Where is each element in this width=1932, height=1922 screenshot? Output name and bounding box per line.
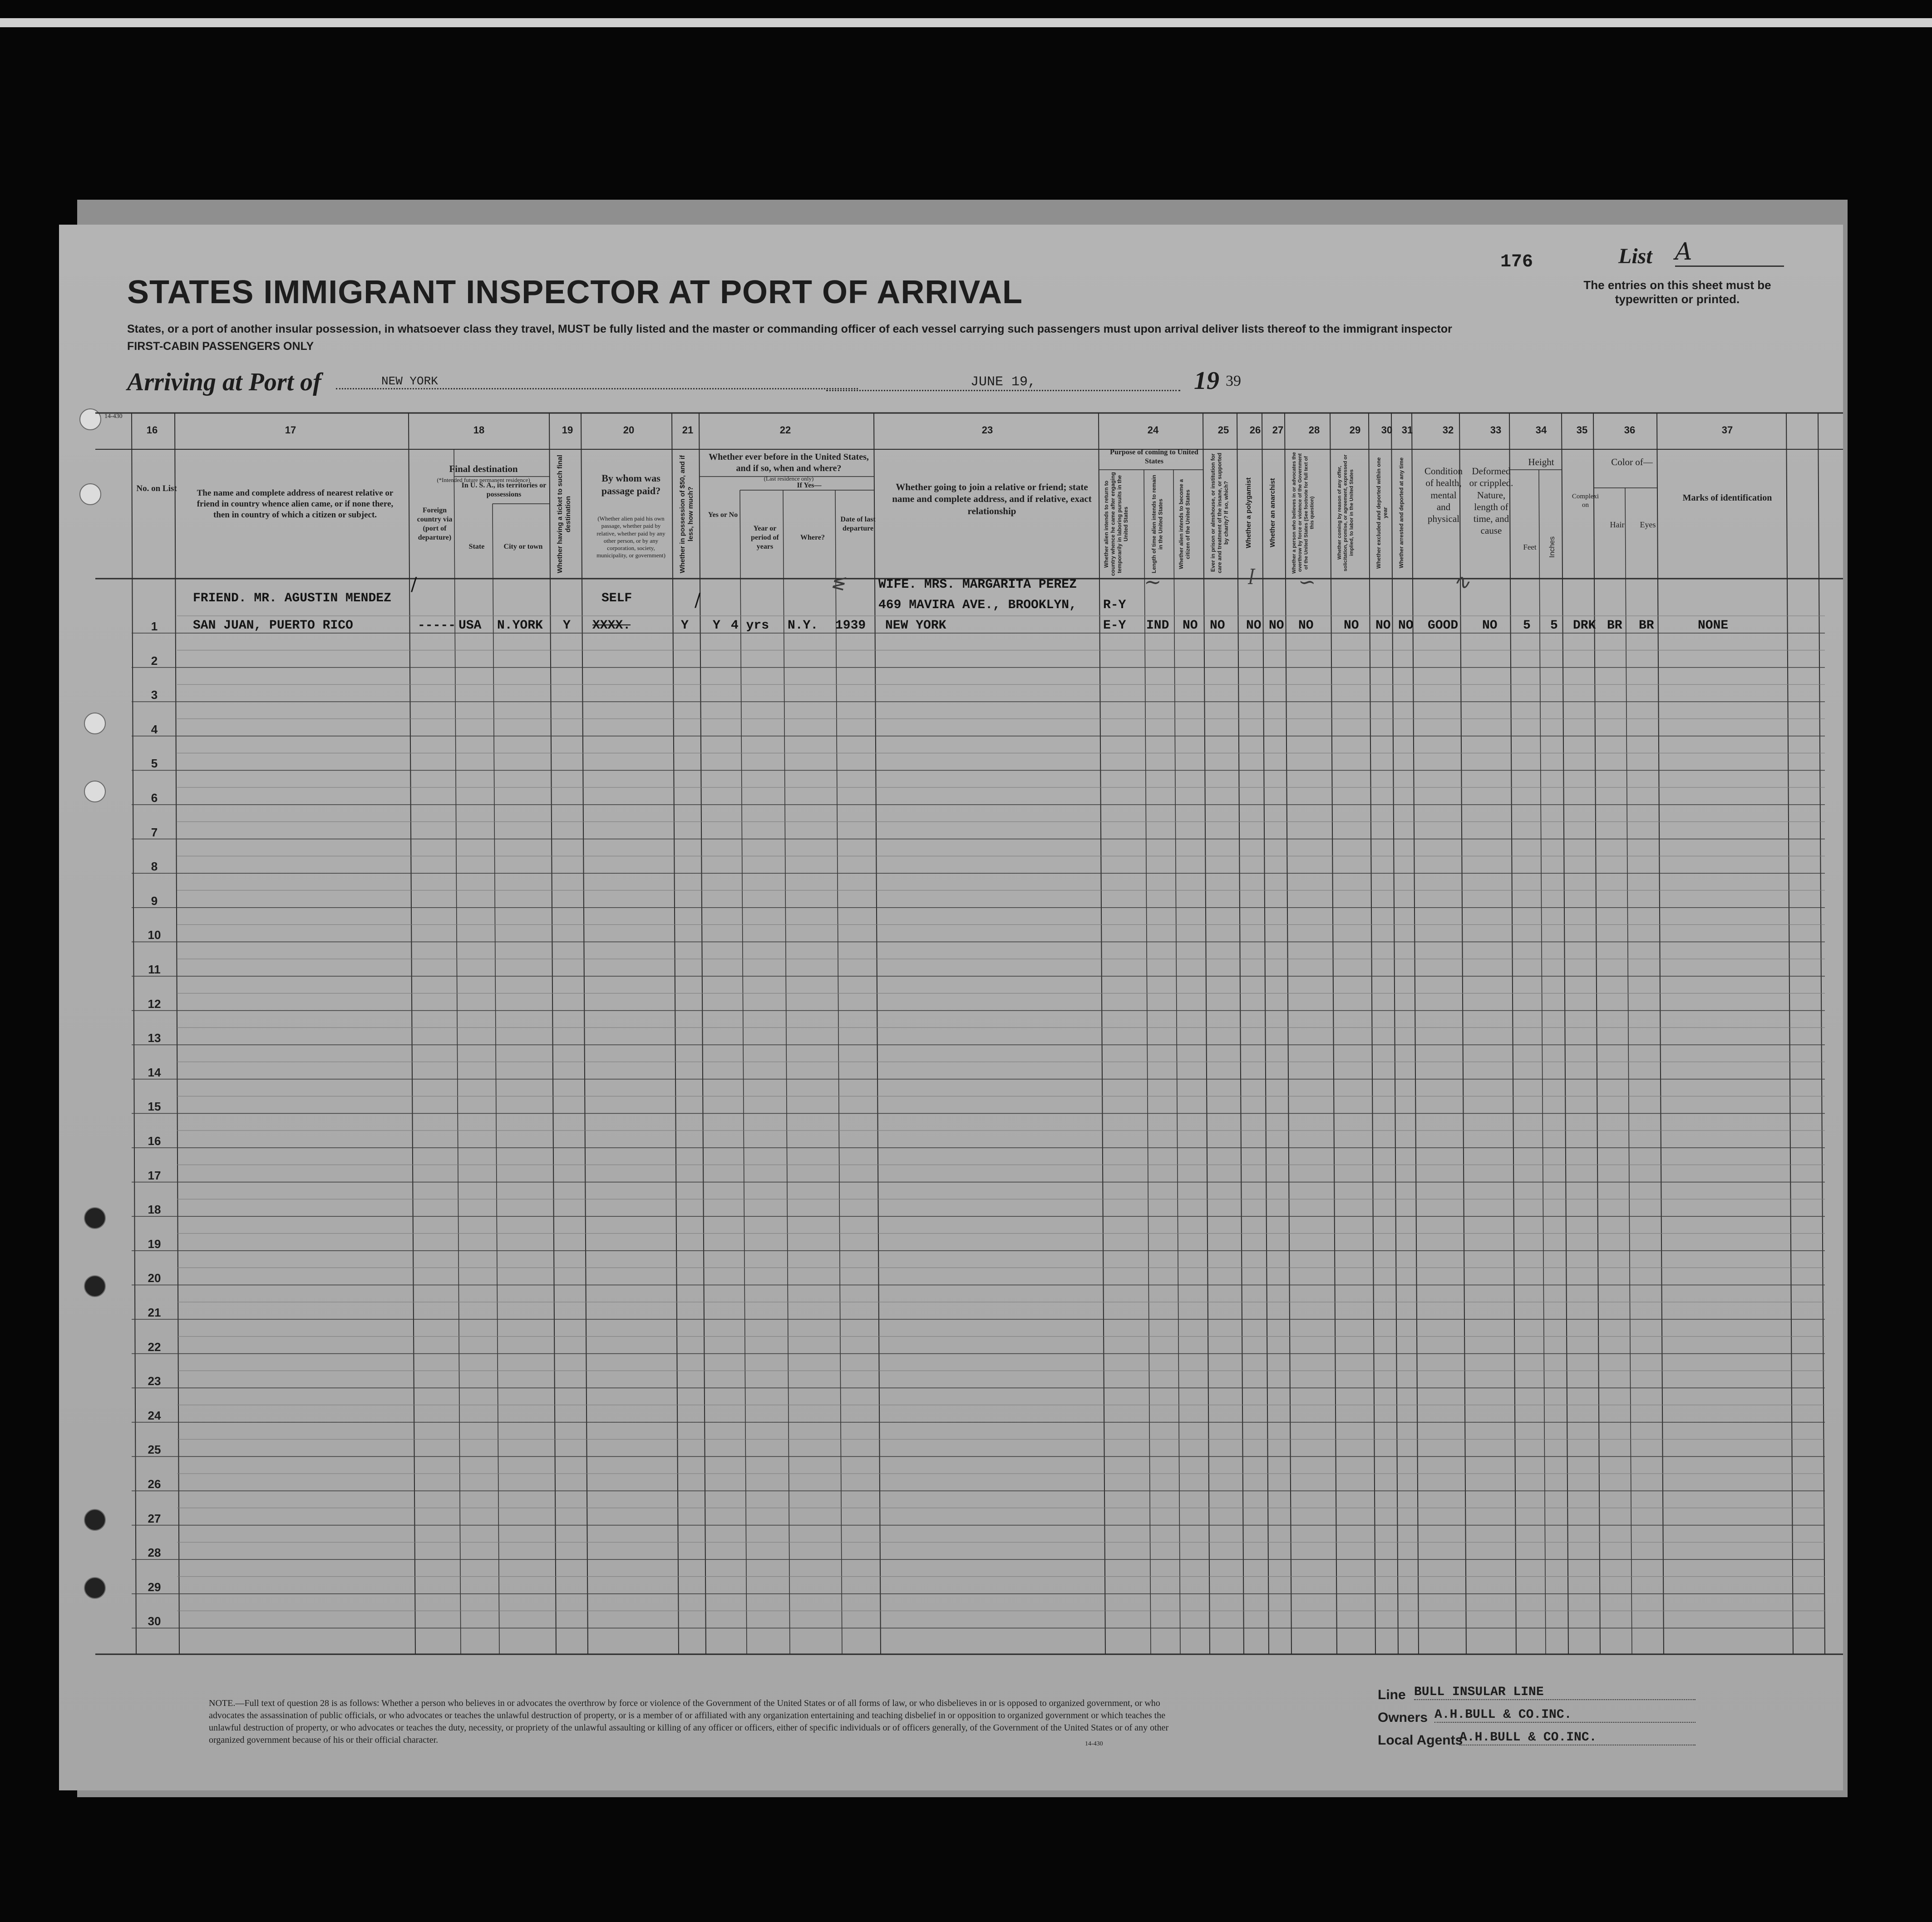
header-34: Height — [1528, 457, 1554, 467]
height-inches: 5 — [1550, 619, 1558, 633]
row-number: 29 — [148, 1580, 161, 1594]
anarchist-value: NO — [1269, 619, 1284, 633]
column-number: 23 — [981, 424, 993, 436]
column-number: 33 — [1490, 424, 1502, 436]
column-number: 31 — [1401, 424, 1413, 436]
row-number: 13 — [148, 1031, 161, 1045]
column-number: 26 — [1249, 424, 1261, 436]
column-number: 35 — [1576, 424, 1588, 436]
row-number: 21 — [148, 1306, 161, 1319]
row-number: 19 — [148, 1237, 161, 1251]
health-value: GOOD — [1428, 619, 1459, 633]
header-33: Deformed or crippled. Nature, length of time, and cause — [1469, 466, 1513, 536]
tick-mark: / — [411, 574, 417, 595]
prison-value: NO — [1210, 619, 1225, 633]
purpose-r: R-Y — [1103, 598, 1126, 612]
column-number: 16 — [146, 424, 158, 436]
header-18-state: State — [468, 543, 485, 551]
row-number: 12 — [148, 997, 161, 1011]
row-number: 5 — [151, 757, 158, 771]
identification-marks: NONE — [1698, 619, 1729, 633]
header-24-b: Length of time alien intends to remain in the United States — [1151, 475, 1164, 574]
row-number: 27 — [148, 1511, 161, 1525]
joining-city: NEW YORK — [885, 619, 946, 633]
last-departure: 1939 — [835, 619, 866, 633]
year-suffix: 39 — [1226, 373, 1241, 389]
arrested-value: NO — [1398, 619, 1414, 633]
row-number: 7 — [151, 825, 158, 839]
handwritten-annotation: ᓬ — [831, 574, 844, 595]
row-number: 26 — [148, 1477, 161, 1491]
row-number: 4 — [151, 722, 158, 736]
before-in-us: Y — [713, 619, 720, 633]
scan-top-edge — [0, 18, 1932, 27]
date-value: JUNE 19, — [826, 374, 1180, 391]
column-number: 22 — [779, 424, 791, 436]
row-number: 17 — [148, 1168, 161, 1182]
list-label: List — [1618, 244, 1652, 268]
destination-city: N.YORK — [497, 619, 543, 633]
joining-relative: WIFE. MRS. MARGARITA PEREZ — [878, 578, 1077, 592]
row-number: 11 — [148, 963, 161, 976]
row-number: 28 — [148, 1546, 161, 1560]
row-number: 23 — [148, 1374, 161, 1388]
footnote: NOTE.—Full text of question 28 is as follows: Whether a person who believes in or advocates the overthrow by force or violence of the Government of the United States or of all forms of law, or who disbelieves in or is opposed to organized government, or who advocates the assassination of public officials, or who advocates or teaches the unlawful destruction of property, or is a member of or affiliated with any organization entertaining and teaching disbelief in or opposition to organized government or which teaches the unlawful destruction of property, or who advocates or teaches the duty, necessity, or propriety of the unlawful assaulting or killing of any officer or officers, either of specific individuals or of officers generally, of the Government of the United States or of any other organized government because of his or their official character. — [209, 1698, 1169, 1745]
line-label: Line — [1378, 1687, 1406, 1702]
row-number: 1 — [151, 619, 158, 633]
header-20-note: (Whether alien paid his own passage, whether paid by relative, whether paid by any other person, or by any corporation, society, municipality, or government) — [596, 515, 665, 559]
agents-value: A.H.BULL & CO.INC. — [1459, 1730, 1695, 1745]
column-number: 37 — [1721, 424, 1733, 436]
column-number: 24 — [1147, 424, 1159, 436]
header-32: Condition of health, mental and physical — [1424, 466, 1463, 524]
header-36-eyes: Eyes — [1640, 520, 1656, 529]
header-24-c: Whether alien intends to become a citizen of the United States — [1178, 479, 1191, 570]
header-26: Whether a polygamist — [1245, 477, 1252, 548]
header-31: Whether arrested and deported at any time — [1398, 457, 1405, 569]
header-22: Whether ever before in the United States, and if so, when and where? — [709, 452, 869, 473]
relative-address: SAN JUAN, PUERTO RICO — [193, 619, 353, 633]
column-number: 17 — [285, 424, 296, 436]
form-code-bottom: 14-430 — [1085, 1740, 1103, 1747]
header-25: Ever in prison or almshouse, or institution for care and treatment of the insane, or supported by charity? If so, which? — [1210, 452, 1229, 573]
header-17: The name and complete address of nearest relative or friend in country whence alien came, or if none there, then in country of which a citizen or subject. — [197, 488, 394, 520]
owners-value: A.H.BULL & CO.INC. — [1434, 1708, 1695, 1723]
eye-color: BR — [1639, 619, 1654, 633]
header-36: Color of— — [1611, 457, 1653, 467]
row-number: 24 — [148, 1408, 161, 1422]
row-number: 9 — [151, 894, 158, 908]
fifty-dollars: Y — [681, 619, 689, 633]
row-number: 3 — [151, 688, 158, 702]
header-24: Purpose of coming to United States — [1110, 448, 1198, 465]
header-22-where: Where? — [800, 534, 825, 541]
deformed-value: NO — [1482, 619, 1498, 633]
column-number: 18 — [473, 424, 485, 436]
joining-address: 469 MAVIRA AVE., BROOKLYN, — [878, 598, 1077, 612]
column-number: 36 — [1624, 424, 1636, 436]
port-value: NEW YORK — [336, 374, 858, 389]
column-number: 25 — [1217, 424, 1229, 436]
header-35: Complexion — [1572, 493, 1599, 509]
header-34-inches: Inches — [1548, 536, 1556, 558]
row-number: 20 — [148, 1271, 161, 1285]
header-18-note: (*Intended future permanent residence) — [437, 477, 530, 483]
header-22-note: (Last residence only) — [764, 475, 814, 482]
years-in-us: 4 yrs — [731, 619, 769, 633]
header-22-yesno: Yes or No — [708, 511, 738, 519]
polygamist-value: NO — [1246, 619, 1262, 633]
header-37: Marks of identification — [1682, 493, 1772, 503]
header-18-foreign: Foreign country via (port of departure) — [417, 506, 453, 541]
where-in-us: N.Y. — [788, 619, 818, 633]
excluded-value: NO — [1375, 619, 1391, 633]
year-prefix: 19 — [1194, 367, 1219, 395]
row-number: 22 — [148, 1340, 161, 1354]
row-number: 14 — [148, 1065, 161, 1079]
header-22-ifyes: If Yes— — [797, 482, 822, 489]
row-number: 6 — [151, 791, 158, 805]
header-20: By whom was passage paid? — [601, 472, 661, 496]
header-21: Whether in possession of $50, and if less, how much? — [679, 455, 695, 573]
agents-label: Local Agents — [1378, 1733, 1463, 1748]
row-number: 10 — [148, 928, 161, 942]
destination-state: USA — [458, 619, 482, 633]
tick-mark: / — [695, 590, 701, 611]
row-number: 2 — [151, 654, 158, 668]
header-27: Whether an anarchist — [1269, 478, 1276, 548]
column-number: 27 — [1272, 424, 1284, 436]
handwritten-annotation: ∼ — [1144, 570, 1162, 594]
sheet-number: 176 — [1500, 252, 1533, 272]
header-29: Whether coming by reason of any offer, solicitation, promise, or agreement, expressed or implied, to labor in the United States — [1337, 454, 1355, 571]
header-19: Whether having a ticket to such final destination — [556, 455, 572, 573]
header-16: No. on List — [136, 484, 177, 493]
header-22-year: Year or period of years — [751, 525, 779, 551]
handwritten-annotation: ∽ — [1298, 570, 1316, 594]
labor-offer-value: NO — [1344, 619, 1359, 633]
table-grid — [59, 225, 1843, 1790]
row-number: 16 — [148, 1134, 161, 1148]
entries-note: The entries on this sheet must be typewritten or printed. — [1583, 278, 1771, 306]
manifest-sheet — [59, 225, 1843, 1790]
column-number: 30 — [1381, 424, 1393, 436]
purpose-e: E-Y — [1103, 619, 1126, 633]
intro-text: States, or a port of another insular possession, in whatsoever class they travel, MUST be fully listed and the master or commanding officer of each vessel carrying such passengers must upon arrival deliver lists thereof to the immigrant inspector — [127, 323, 1452, 335]
handwritten-annotation: ∿ — [1453, 570, 1470, 594]
header-34-feet: Feet — [1523, 543, 1537, 551]
header-18-city: City or town — [503, 543, 543, 551]
header-28: Whether a person who believes in or advocates the overthrow by force or violence of the Government of the United States (See footnote for full text of this question) — [1291, 452, 1315, 574]
owners-label: Owners — [1378, 1710, 1428, 1725]
ticket-value: Y — [563, 619, 571, 633]
length-of-stay: IND — [1146, 619, 1169, 633]
header-30: Whether excluded and deported within one year — [1375, 457, 1389, 569]
form-title: STATES IMMIGRANT INSPECTOR AT PORT OF ARRIVAL — [127, 274, 1023, 310]
header-23: Whether going to join a relative or friend; state name and complete address, and if relative, exact relationship — [892, 482, 1092, 516]
column-number: 21 — [682, 424, 694, 436]
header-36-hair: Hair — [1610, 520, 1625, 529]
passage-paid-by: SELF — [601, 591, 632, 605]
header-18: Final destination — [449, 463, 518, 474]
row-number: 18 — [148, 1203, 161, 1217]
column-number: 20 — [623, 424, 635, 436]
column-number: 32 — [1442, 424, 1454, 436]
complexion-value: DRK — [1573, 619, 1596, 633]
row-number: 8 — [151, 860, 158, 874]
header-24-a: Whether alien intends to return to country whence he came after engaging temporarily in laboring pursuits in the United States — [1103, 472, 1129, 576]
header-22-date: Date of last departure — [840, 516, 876, 532]
overthrow-value: NO — [1298, 619, 1314, 633]
relative-name: FRIEND. MR. AGUSTIN MENDEZ — [193, 591, 391, 605]
height-feet: 5 — [1523, 619, 1531, 633]
header-18-usa: In U. S. A., its territories or possessions — [461, 482, 547, 498]
intends-citizen: NO — [1183, 619, 1198, 633]
row-number: 30 — [148, 1614, 161, 1628]
class-line: FIRST-CABIN PASSENGERS ONLY — [127, 339, 314, 353]
arriving-label: Arriving at Port of — [127, 368, 321, 396]
handwritten-annotation: ꟾ — [1248, 570, 1255, 588]
row-number: 15 — [148, 1100, 161, 1114]
column-number: 29 — [1349, 424, 1361, 436]
list-value: A — [1675, 238, 1784, 267]
hair-color: BR — [1607, 619, 1622, 633]
passage-struck: XXXX. — [592, 619, 631, 633]
column-number: 34 — [1535, 424, 1547, 436]
form-code-top: 14-430 — [104, 413, 123, 420]
line-value: BULL INSULAR LINE — [1414, 1685, 1695, 1700]
column-number: 19 — [562, 424, 573, 436]
foreign-country: ----- — [418, 619, 456, 633]
column-number: 28 — [1308, 424, 1320, 436]
row-number: 25 — [148, 1443, 161, 1457]
